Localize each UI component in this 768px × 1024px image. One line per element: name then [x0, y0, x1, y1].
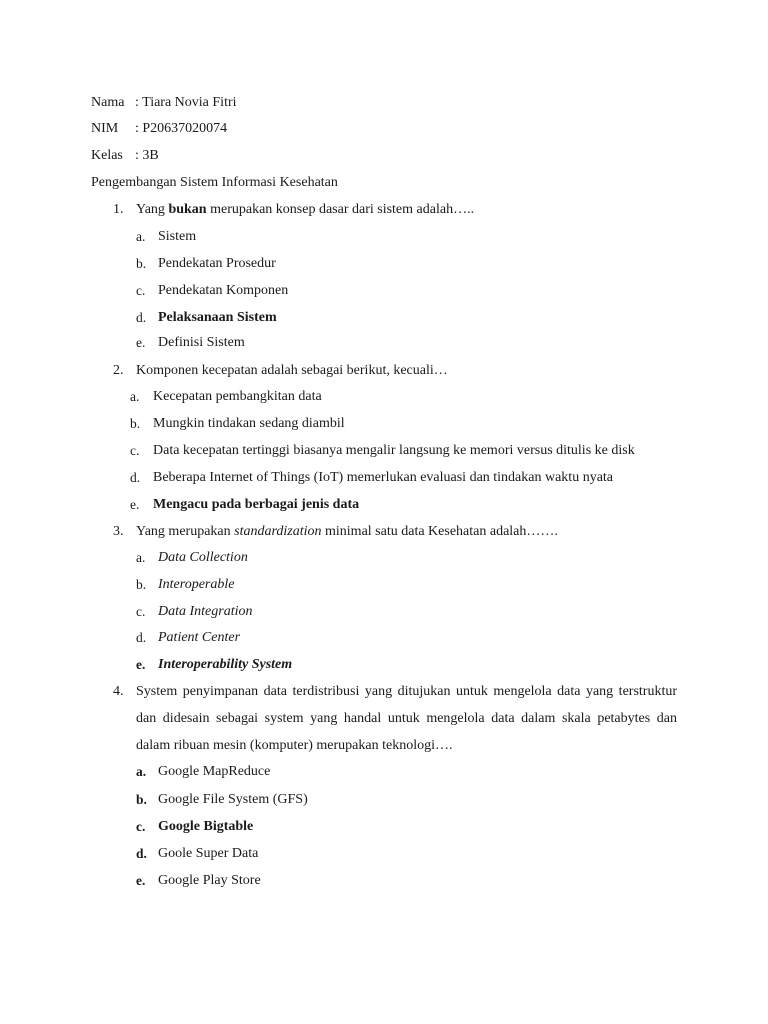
option-text-answer: Pelaksanaan Sistem: [158, 310, 277, 325]
question-text-before: Yang: [136, 202, 169, 217]
option-text: Interoperable: [158, 577, 235, 592]
name-label: Nama: [91, 95, 125, 110]
option-letter: a.: [130, 389, 140, 404]
question-number: 4.: [113, 684, 124, 699]
option-letter: b.: [136, 792, 147, 807]
option-text-answer: Google Bigtable: [158, 819, 254, 834]
option-letter: e.: [136, 657, 146, 672]
question-text-emphasis: bukan: [168, 202, 207, 217]
option-text: Mungkin tindakan sedang diambil: [153, 416, 345, 431]
kelas-label: Kelas: [91, 148, 123, 163]
course-title: Pengembangan Sistem Informasi Kesehatan: [91, 175, 338, 190]
question-number: 2.: [113, 363, 124, 378]
option-text: Google MapReduce: [158, 764, 271, 779]
option-text: Data Collection: [158, 550, 248, 565]
kelas-value: : 3B: [135, 148, 159, 163]
question-number: 3.: [113, 524, 124, 539]
question-text-after: merupakan konsep dasar dari sistem adalah…..: [206, 202, 475, 217]
name-row: [91, 93, 237, 113]
question-text-emphasis: standardization: [234, 524, 322, 539]
option-letter: b.: [136, 256, 147, 271]
option-text: Beberapa Internet of Things (IoT) memerlukan evaluasi dan tindakan waktu nyata: [153, 470, 614, 485]
option-text: Pendekatan Prosedur: [158, 256, 276, 271]
option-letter: a.: [136, 764, 147, 779]
option-letter: c.: [136, 819, 146, 834]
option-letter: a.: [136, 229, 146, 244]
question-text-after: minimal satu data Kesehatan adalah…….: [321, 524, 558, 539]
kelas-row: [91, 146, 159, 166]
option-text: Data Integration: [158, 604, 253, 619]
option-text: Definisi Sistem: [158, 335, 245, 350]
question-text: [136, 522, 558, 542]
nim-value: : P20637020074: [135, 121, 228, 136]
option-letter: e.: [136, 335, 146, 350]
question-text: System penyimpanan data terdistribusi yang ditujukan untuk mengelola data yang terstruktur dan didesain sebagai system yang handal untuk mengelola data dalam skala petabytes dan dalam ribuan mesin (komputer) merupakan teknologi….: [136, 684, 677, 753]
option-letter: c.: [130, 443, 140, 458]
option-letter: d.: [130, 470, 141, 485]
option-text: Pendekatan Komponen: [158, 283, 289, 298]
option-text-answer: Mengacu pada berbagai jenis data: [153, 497, 360, 512]
option-text: Google File System (GFS): [158, 792, 308, 807]
nim-row: [91, 119, 227, 139]
option-letter: e.: [130, 497, 140, 512]
option-text: Goole Super Data: [158, 846, 259, 861]
option-text: Data kecepatan tertinggi biasanya mengalir langsung ke memori versus ditulis ke disk: [153, 443, 635, 458]
option-text: Sistem: [158, 229, 197, 244]
option-text: Patient Center: [158, 630, 241, 645]
question-text: [136, 200, 474, 220]
question-number: 1.: [113, 202, 124, 217]
question-text: Komponen kecepatan adalah sebagai berikut, kecuali…: [136, 363, 448, 378]
option-letter: d.: [136, 630, 147, 645]
option-letter: c.: [136, 283, 146, 298]
name-value: : Tiara Novia Fitri: [135, 95, 237, 110]
option-letter: b.: [130, 416, 141, 431]
option-letter: d.: [136, 846, 147, 861]
nim-label: NIM: [91, 121, 119, 136]
option-text: Kecepatan pembangkitan data: [153, 389, 322, 404]
question-text-before: Yang merupakan: [136, 524, 235, 539]
option-text-answer: Interoperability System: [158, 657, 293, 672]
option-letter: b.: [136, 577, 147, 592]
option-letter: e.: [136, 873, 146, 888]
option-text: Google Play Store: [158, 873, 261, 888]
option-letter: c.: [136, 604, 146, 619]
option-letter: d.: [136, 310, 147, 325]
option-letter: a.: [136, 550, 146, 565]
